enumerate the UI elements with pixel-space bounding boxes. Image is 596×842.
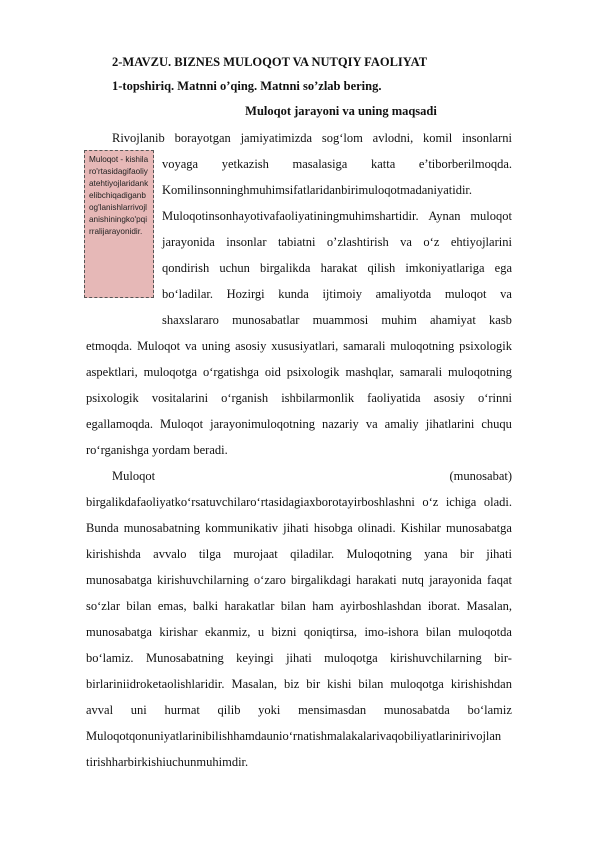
text-line: bo‘lamiz. Munosabatning keyingi jihati muloqotga kirishuvchilarning bir-	[86, 651, 512, 665]
text-line: psixologik vositalarini o‘rganish ishbilarmonlik faoliyatida asosiy o‘rinni	[86, 391, 512, 405]
task-heading: 1-topshiriq. Matnni o’qing. Matnni so’zlab bering.	[112, 79, 382, 93]
text-line: kirishishda avvalo tilga murojaat qiladilar. Muloqotning yana bir jihati	[86, 547, 512, 561]
text-line: qondirish uchun birgalikda harakat qilish imkoniyatlariga ega	[162, 261, 512, 275]
text-line: ro‘rganishga yordam beradi.	[86, 443, 228, 457]
text-line: birgalikdafaoliyatko‘rsatuvchilaro‘rtasidagiaxborotayirboshlashni o‘z ichiga oladi.	[86, 495, 512, 509]
page-title: 2-MAVZU. BIZNES MULOQOT VA NUTQIY FAOLIYAT	[112, 55, 428, 69]
text-line: bo‘ladilar. Hozirgi kunda ijtimoiy amaliyotda muloqot va	[162, 287, 512, 301]
text-line: Muloqotinsonhayotivafaoliyatiningmuhimshartidir. Aynan muloqot	[162, 209, 512, 223]
text-line: Muloqot (munosabat)	[112, 469, 512, 483]
text-line: voyaga yetkazish masalasiga katta e’tiborberilmoqda.	[162, 157, 512, 171]
section-subtitle: Muloqot jarayoni va uning maqsadi	[245, 104, 437, 118]
text-line: so‘zlar bilan emas, balki harakatlar bilan ham ayirboshlashdan iborat. Masalan,	[86, 599, 512, 613]
text-line: birlariniidroketaolishlaridir. Masalan, biz bir kishi bilan muloqotga kirishishdan	[86, 677, 512, 691]
text-line: etmoqda. Muloqot va uning asosiy xususiyatlari, samarali muloqotning psixologik	[86, 339, 512, 353]
definition-sidebox: Muloqot - kishilaro'rtasidagifaoliyatehtiyojlaridankelibchiqadiganbog'lanishlarrivojlanishiningko'pqirralijarayonidir.	[84, 150, 154, 298]
text-line: aspektlari, muloqotga o‘rgatishga oid psixologik mashqlar, samarali muloqotning	[86, 365, 512, 379]
text-line: tirishharbirkishiuchunmuhimdir.	[86, 755, 249, 769]
text-line: Komilinsonninghmuhimsifatlaridanbirimuloqotmadaniyatidir.	[162, 183, 473, 197]
text-line: egallamoqda. Muloqot jarayonimuloqotning nazariy va amaliy jihatlarini chuqu	[86, 417, 512, 431]
text-line: Rivojlanib borayotgan jamiyatimizda sog‘lom avlodni, komil insonlarni	[112, 131, 512, 145]
text-line: jarayonida insonlar tabiatni o’zlashtirish va o‘z ehtiyojlarini	[162, 235, 512, 249]
text-line: Bunda munosabatning kommunikativ jihati hisobga olinadi. Kishilar munosabatga	[86, 521, 512, 535]
text-line: avval uni hurmat qilib yoki mensimasdan munosabatda bo‘lamiz	[86, 703, 512, 717]
text-line: munosabatga kirishuvchilarning o‘zaro birgalikdagi harakati nutq jarayonida faqat	[86, 573, 512, 587]
text-line: munosabatga kirishar ekanmiz, u bizni qoniqtirsa, imo-ishora bilan muloqotda	[86, 625, 512, 639]
text-line: Muloqotqonuniyatlarinibilishhamdaunio‘rnatishmalakalarivaqobiliyatlarinirivojlan	[86, 729, 502, 743]
text-line: shaxslararo munosabatlar muammosi muhim ahamiyat kasb	[162, 313, 512, 327]
